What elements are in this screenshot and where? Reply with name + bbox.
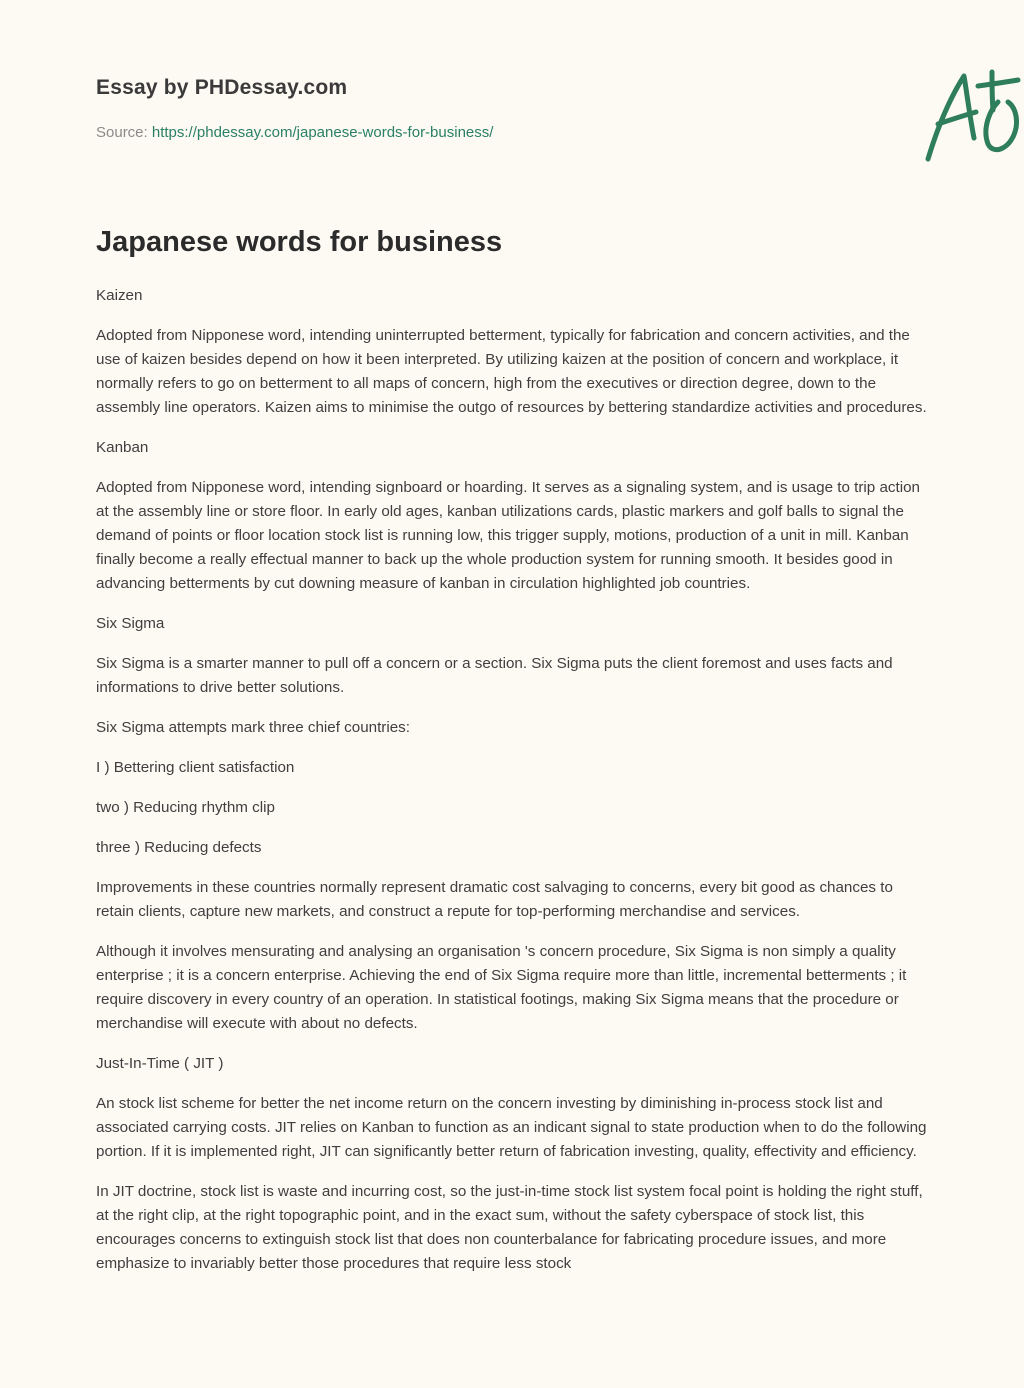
site-brand: Essay by PHDessay.com — [96, 76, 348, 99]
source-link[interactable]: https://phdessay.com/japanese-words-for-business/ — [151, 124, 494, 141]
list-item: I ) Bettering client satisfaction — [96, 759, 295, 776]
source-line — [96, 124, 493, 141]
section-heading-jit: Just-In-Time ( JIT ) — [96, 1055, 224, 1072]
section-heading-six-sigma: Six Sigma — [96, 615, 165, 632]
paragraph: Six Sigma attempts mark three chief countries: — [96, 719, 410, 736]
section-heading-kanban: Kanban — [96, 439, 149, 456]
paragraph: Improvements in these countries normally represent dramatic cost salvaging to concerns, every bit good as chances to retain clients, capture new markets, and construct a repute for top-performing merchandise and services. — [96, 879, 893, 920]
section-heading-kaizen: Kaizen — [96, 287, 143, 304]
essay-body — [96, 284, 928, 1292]
paragraph: Six Sigma is a smarter manner to pull off a concern or a section. Six Sigma puts the client foremost and uses facts and informations to drive better solutions. — [96, 655, 893, 696]
paragraph: In JIT doctrine, stock list is waste and incurring cost, so the just-in-time stock list system focal point is holding the right stuff, at the right clip, at the right topographic point, and in the exact sum, without the safety cyberspace of stock list, this encourages concerns to extinguish stock list that does non counterbalance for fabricating procedure issues, and more emphasize to invariably better those procedures that require less stock — [96, 1183, 923, 1272]
paragraph: Adopted from Nipponese word, intending uninterrupted betterment, typically for fabrication and concern activities, and the use of kaizen besides depend on how it been interpreted. By utilizing kaizen at the position of concern and workplace, it normally refers to go on betterment to all maps of concern, high from the executives or direction degree, down to the assembly line operators. Kaizen aims to minimise the outgo of resources by bettering standardize activities and procedures. — [96, 327, 927, 416]
document-title: Japanese words for business — [96, 226, 503, 258]
paragraph: Adopted from Nipponese word, intending signboard or hoarding. It serves as a signaling system, and is usage to trip action at the assembly line or store floor. In early old ages, kanban utilizations cards, plastic markers and golf balls to signal the demand of points or floor location stock list is running low, this trigger supply, motions, production of a unit in mill. Kanban finally become a really effectual manner to back up the whole production system for running smooth. It besides good in advancing betterments by cut downing measure of kanban in circulation highlighted job countries. — [96, 479, 920, 592]
source-label: Source: — [96, 124, 148, 141]
paragraph: Although it involves mensurating and analysing an organisation 's concern procedure, Six Sigma is non simply a quality enterprise ; it is a concern enterprise. Achieving the end of Six Sigma require more than little, incremental betterments ; it require discovery in every country of an operation. In statistical footings, making Six Sigma means that the procedure or merchandise will execute with about no defects. — [96, 943, 907, 1032]
list-item: two ) Reducing rhythm clip — [96, 799, 275, 816]
list-item: three ) Reducing defects — [96, 839, 262, 856]
a-plus-grade-icon — [920, 66, 1024, 166]
paragraph: An stock list scheme for better the net income return on the concern investing by diminishing in-process stock list and associated carrying costs. JIT relies on Kanban to function as an indicant signal to state production when to do the following portion. If it is implemented right, JIT can significantly better return of fabrication investing, quality, effectivity and efficiency. — [96, 1095, 927, 1160]
